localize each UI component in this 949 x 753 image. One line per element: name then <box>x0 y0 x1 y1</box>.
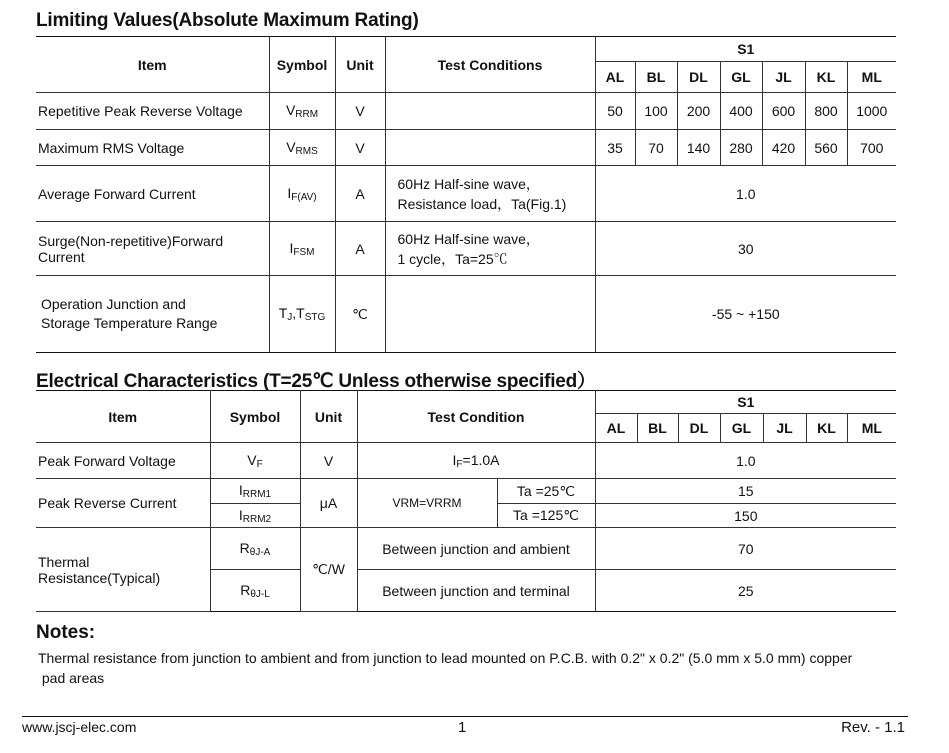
temperature-condition: Ta =25℃ <box>497 479 595 504</box>
symbol: IRRM1 <box>210 479 300 504</box>
value-dl: 200 <box>677 93 720 130</box>
symbol: RθJ-L <box>210 570 300 612</box>
table-row <box>36 479 896 504</box>
value-gl: 280 <box>720 130 762 166</box>
symbol: TJ,TSTG <box>269 276 335 353</box>
item-label: Peak Forward Voltage <box>36 443 210 479</box>
value-all: 15 <box>595 479 896 504</box>
item-label: Surge(Non-repetitive)Forward Current <box>36 222 269 276</box>
limiting-values-table <box>36 36 896 353</box>
header-unit: Unit <box>300 391 357 443</box>
value-ml: 700 <box>847 130 896 166</box>
header-test-condition: Test Condition <box>357 391 595 443</box>
table-row <box>36 166 896 222</box>
item-label: Thermal Resistance(Typical) <box>36 528 210 612</box>
value-jl: 600 <box>762 93 805 130</box>
header-symbol: Symbol <box>269 37 335 93</box>
value-all: 30 <box>595 222 896 276</box>
item-label: Maximum RMS Voltage <box>36 130 269 166</box>
test-condition: Between junction and ambient <box>357 528 595 570</box>
value-kl: 560 <box>805 130 847 166</box>
variant-jl: JL <box>763 414 806 443</box>
symbol: IF(AV) <box>269 166 335 222</box>
footer-divider <box>22 716 908 717</box>
temperature-condition: Ta =125℃ <box>497 504 595 528</box>
test-condition: IF=1.0A <box>357 443 595 479</box>
notes-title: Notes: <box>36 622 96 643</box>
electrical-characteristics-title: Electrical Characteristics (T=25℃ Unless otherwise specified） <box>36 371 596 392</box>
table-row <box>36 130 896 166</box>
unit: V <box>335 93 385 130</box>
table-row <box>36 443 896 479</box>
variant-dl: DL <box>677 62 720 93</box>
header-unit: Unit <box>335 37 385 93</box>
variant-kl: KL <box>805 62 847 93</box>
item-label: Repetitive Peak Reverse Voltage <box>36 93 269 130</box>
footer-revision: Rev. - 1.1 <box>841 719 905 736</box>
symbol: RθJ-A <box>210 528 300 570</box>
value-all: 25 <box>595 570 896 612</box>
footer-page-number: 1 <box>458 719 467 736</box>
variant-gl: GL <box>720 414 763 443</box>
test-condition: Between junction and terminal <box>357 570 595 612</box>
test-condition: 60Hz Half-sine wave， Resistance load，Ta(Fig.1) <box>385 166 595 222</box>
header-item: Item <box>36 391 210 443</box>
test-condition <box>385 276 595 353</box>
unit: ℃ <box>335 276 385 353</box>
symbol: VF <box>210 443 300 479</box>
unit: V <box>300 443 357 479</box>
symbol: IFSM <box>269 222 335 276</box>
test-condition: 60Hz Half-sine wave， 1 cycle，Ta=25℃ <box>385 222 595 276</box>
value-ml: 1000 <box>847 93 896 130</box>
value-gl: 400 <box>720 93 762 130</box>
variant-ml: ML <box>847 414 896 443</box>
value-all: -55 ~ +150 <box>595 276 896 353</box>
unit: μA <box>300 479 357 528</box>
value-all: 70 <box>595 528 896 570</box>
value-al: 35 <box>595 130 635 166</box>
header-symbol: Symbol <box>210 391 300 443</box>
variant-kl: KL <box>806 414 847 443</box>
electrical-characteristics-table <box>36 390 896 612</box>
value-kl: 800 <box>805 93 847 130</box>
unit: A <box>335 166 385 222</box>
unit: A <box>335 222 385 276</box>
header-item: Item <box>36 37 269 93</box>
variant-bl: BL <box>635 62 677 93</box>
variant-al: AL <box>595 62 635 93</box>
value-al: 50 <box>595 93 635 130</box>
table-row <box>36 93 896 130</box>
test-condition: VRM=VRRM <box>357 479 497 528</box>
table-row <box>36 276 896 353</box>
item-label: Average Forward Current <box>36 166 269 222</box>
unit: V <box>335 130 385 166</box>
variant-al: AL <box>595 414 637 443</box>
value-all: 1.0 <box>595 443 896 479</box>
value-all: 150 <box>595 504 896 528</box>
variant-ml: ML <box>847 62 896 93</box>
header-group-s1: S1 <box>595 37 896 62</box>
notes-text: Thermal resistance from junction to ambient and from junction to lead mounted on P.C.B. with 0.2" x 0.2" (5.0 mm x 5.0 mm) copper pad areas <box>38 650 853 686</box>
value-dl: 140 <box>677 130 720 166</box>
item-label: Peak Reverse Current <box>36 479 210 528</box>
symbol: VRMS <box>269 130 335 166</box>
value-bl: 100 <box>635 93 677 130</box>
value-all: 1.0 <box>595 166 896 222</box>
footer-website: www.jscj-elec.com <box>22 719 137 735</box>
test-condition <box>385 93 595 130</box>
item-label: Operation Junction and Storage Temperature Range <box>36 276 269 353</box>
test-condition <box>385 130 595 166</box>
variant-gl: GL <box>720 62 762 93</box>
table-row <box>36 528 896 570</box>
variant-jl: JL <box>762 62 805 93</box>
variant-dl: DL <box>678 414 720 443</box>
value-jl: 420 <box>762 130 805 166</box>
value-bl: 70 <box>635 130 677 166</box>
unit: ℃/W <box>300 528 357 612</box>
symbol: IRRM2 <box>210 504 300 528</box>
symbol: VRRM <box>269 93 335 130</box>
limiting-values-title: Limiting Values(Absolute Maximum Rating) <box>36 10 419 31</box>
header-test-conditions: Test Conditions <box>385 37 595 93</box>
table-row <box>36 222 896 276</box>
header-group-s1: S1 <box>595 391 896 414</box>
variant-bl: BL <box>637 414 678 443</box>
